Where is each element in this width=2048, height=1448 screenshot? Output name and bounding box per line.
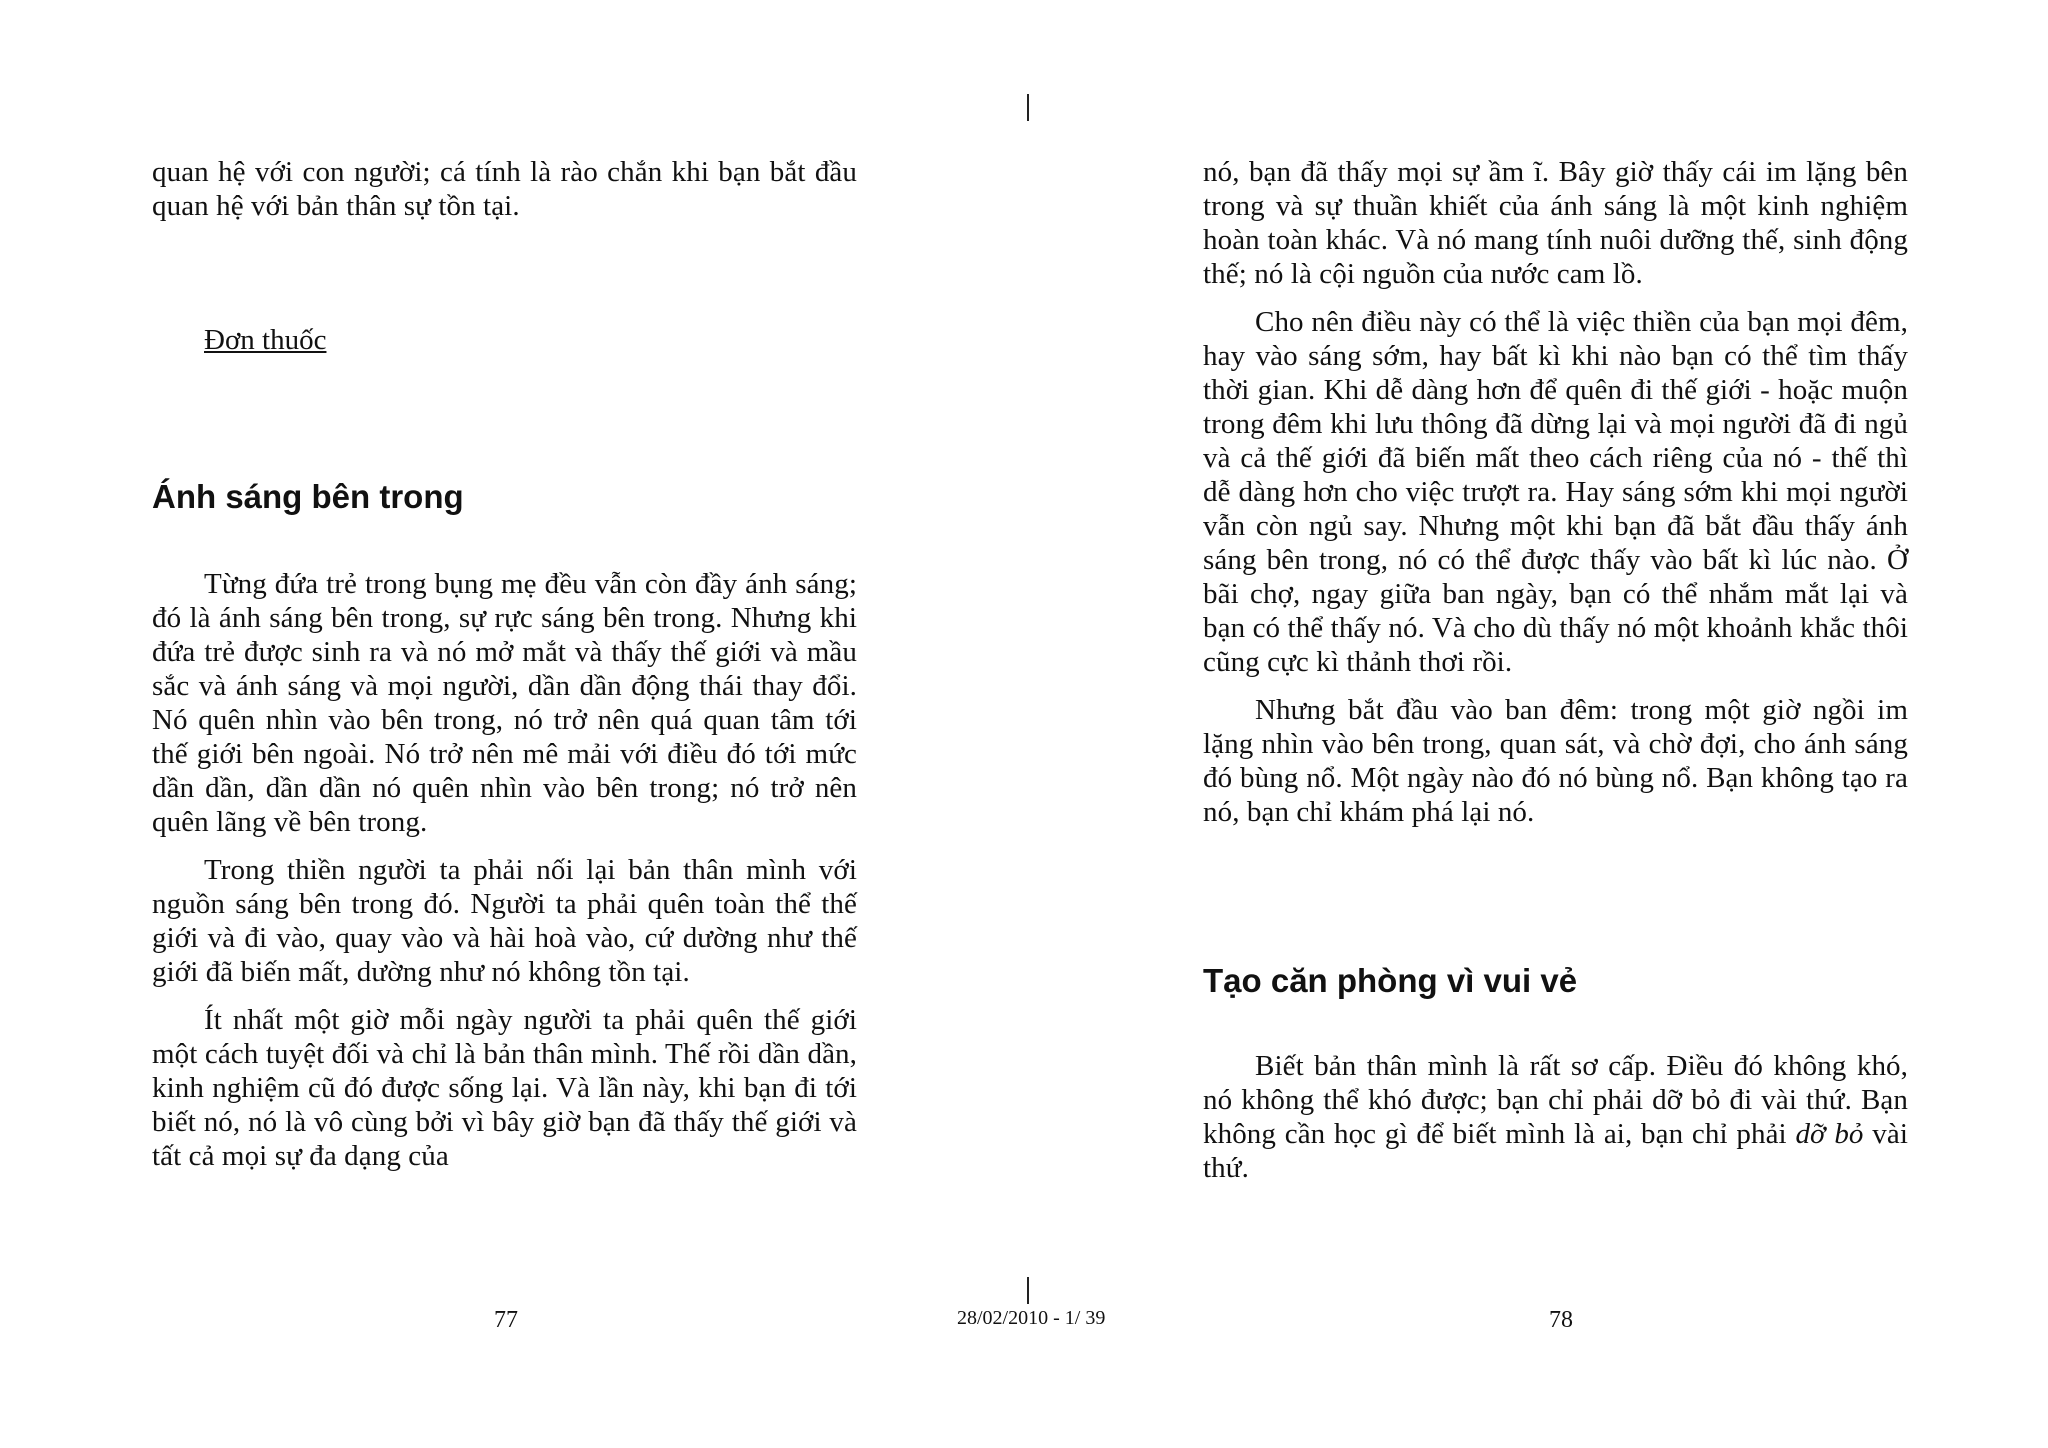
continuation-paragraph: nó, bạn đã thấy mọi sự ầm ĩ. Bây giờ thấy cái im lặng bên trong và sự thuần khiết của ánh sáng là một kinh nghiệm hoàn toàn khác. Và nó mang tính nuôi dưỡng thế, sinh động thế; nó là cội nguồn của nước cam lồ.: [1203, 156, 1908, 290]
fold-mark-top: [1027, 94, 1029, 121]
last-paragraph: [1203, 1049, 1908, 1185]
footer-date-page: 28/02/2010 - 1/ 39: [957, 1307, 1106, 1329]
section-title-tao-can-phong: Tạo căn phòng vì vui vẻ: [1203, 962, 1578, 999]
section-title-anh-sang: Ánh sáng bên trong: [152, 478, 464, 515]
body-paragraph: Cho nên điều này có thể là việc thiền của bạn mọi đêm, hay vào sáng sớm, hay bất kì khi nào bạn có thể tìm thấy thời gian. Khi dễ dàng hơn để quên đi thế giới - hoặc muộn trong đêm khi lưu thông đã dừng lại và mọi người đã đi ngủ và cả thế giới đã biến mất theo cách riêng của nó - thế thì dễ dàng hơn cho việc trượt ra. Hay sáng sớm khi mọi người vẫn còn ngủ say. Nhưng một khi bạn đã bắt đầu thấy ánh sáng bên trong, nó có thể được thấy vào bất kì lúc nào. Ở bãi chợ, ngay giữa ban ngày, bạn có thể nhắm mắt lại và bạn có thể thấy nó. Và cho dù thấy nó một khoảnh khắc thôi cũng cực kì thảnh thơi rồi.: [1203, 306, 1908, 678]
page-number-right: 78: [1549, 1307, 1573, 1333]
body-paragraph: Trong thiền người ta phải nối lại bản thân mình với nguồn sáng bên trong đó. Người ta phải quên toàn thể thế giới và đi vào, quay vào và hài hoà vào, cứ dường như thế giới đã biến mất, dường như nó không tồn tại.: [152, 854, 857, 988]
intro-paragraph: quan hệ với con người; cá tính là rào chắn khi bạn bắt đầu quan hệ với bản thân sự tồn tại.: [152, 156, 857, 222]
last-paragraph-text: Biết bản thân mình là rất sơ cấp. Điều đó không khó, nó không thể khó được; bạn chỉ phải dỡ bỏ đi vài thứ. Bạn không cần học gì để biết mình là ai, bạn chỉ phải: [1203, 1050, 1908, 1150]
emphasis-text: dỡ bỏ: [1795, 1118, 1864, 1150]
left-page: [152, 155, 857, 1187]
fold-mark-bottom: [1027, 1277, 1029, 1304]
page-number-left: 77: [494, 1307, 518, 1333]
body-paragraph: Nhưng bắt đầu vào ban đêm: trong một giờ ngồi im lặng nhìn vào bên trong, quan sát, và chờ đợi, cho ánh sáng đó bùng nổ. Một ngày nào đó nó bùng nổ. Bạn không tạo ra nó, bạn chỉ khám phá lại nó.: [1203, 694, 1908, 828]
body-paragraph: Ít nhất một giờ mỗi ngày người ta phải quên thế giới một cách tuyệt đối và chỉ là bản thân mình. Thế rồi dần dần, kinh nghiệm cũ đó được sống lại. Và lần này, khi bạn đi tới biết nó, nó là vô cùng bởi vì bây giờ bạn đã thấy thế giới và tất cả mọi sự đa dạng của: [152, 1004, 857, 1172]
right-page: [1203, 155, 1908, 1199]
body-paragraph: Từng đứa trẻ trong bụng mẹ đều vẫn còn đầy ánh sáng; đó là ánh sáng bên trong, sự rực sáng bên trong. Nhưng khi đứa trẻ được sinh ra và nó mở mắt và thấy thế giới và mầu sắc và ánh sáng và mọi người, dần dần động thái thay đổi. Nó quên nhìn vào bên trong, nó trở nên quá quan tâm tới thế giới bên ngoài. Nó trở nên mê mải với điều đó tới mức dần dần, dần dần nó quên nhìn vào bên trong; nó trở nên quên lãng về bên trong.: [152, 568, 857, 838]
subheading-don-thuoc: Đơn thuốc: [204, 324, 327, 356]
last-paragraph-end: vài thứ.: [1203, 1118, 1908, 1184]
